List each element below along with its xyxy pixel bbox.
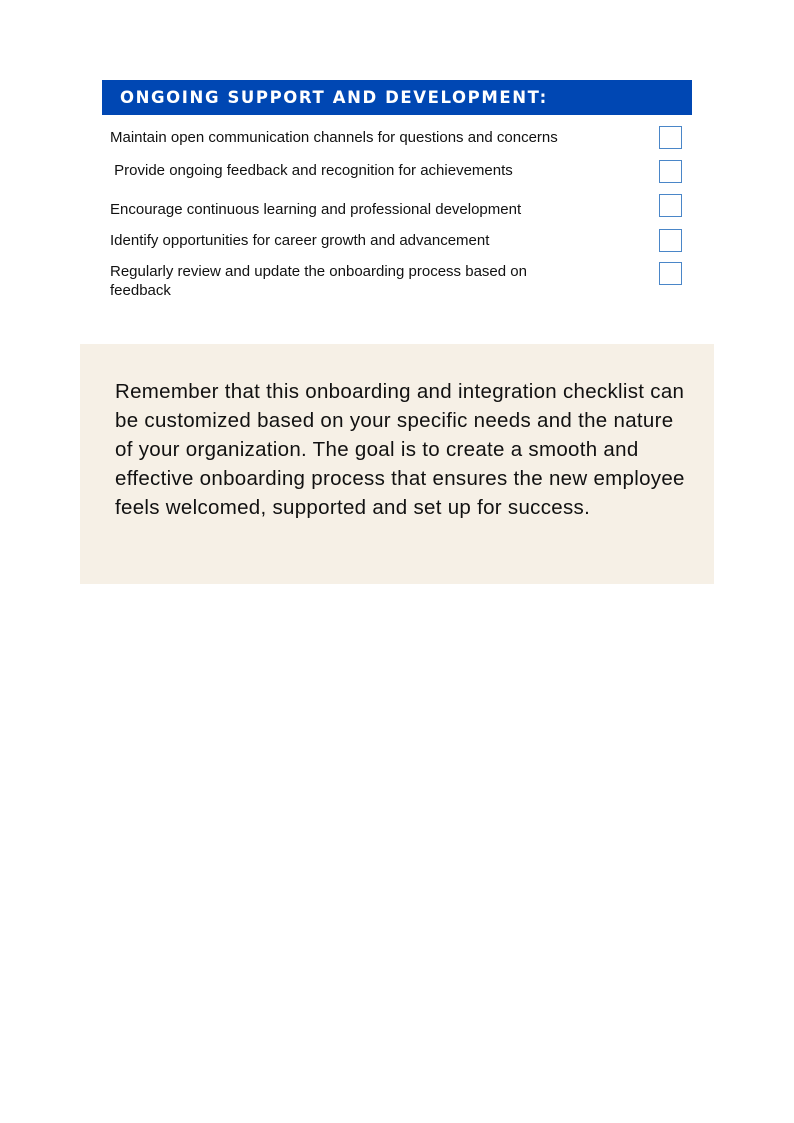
checklist-checkbox[interactable] (659, 262, 682, 285)
checklist-item-text: Regularly review and update the onboarding process based on feedback (110, 263, 527, 299)
checklist-item-text: Identify opportunities for career growth and advancement (110, 232, 490, 249)
checklist-checkbox[interactable] (659, 194, 682, 217)
checklist-checkbox[interactable] (659, 229, 682, 252)
checklist-item-text: Maintain open communication channels for questions and concerns (110, 129, 558, 146)
section-header (102, 80, 692, 115)
checklist-checkbox[interactable] (659, 160, 682, 183)
checklist-item-text: Encourage continuous learning and professional development (110, 201, 522, 218)
checklist-checkbox[interactable] (659, 126, 682, 149)
note-text: Remember that this onboarding and integration checklist can be customized based on your specific needs and the nature of your organization. The goal is to create a smooth and effective onboarding process that ensures the new employee feels welcomed, supported and set up for success. (115, 380, 685, 519)
checklist-item-text: Provide ongoing feedback and recognition for achievements (110, 162, 513, 179)
note-box (80, 344, 714, 584)
section-title: ONGOING SUPPORT AND DEVELOPMENT: (120, 88, 548, 107)
